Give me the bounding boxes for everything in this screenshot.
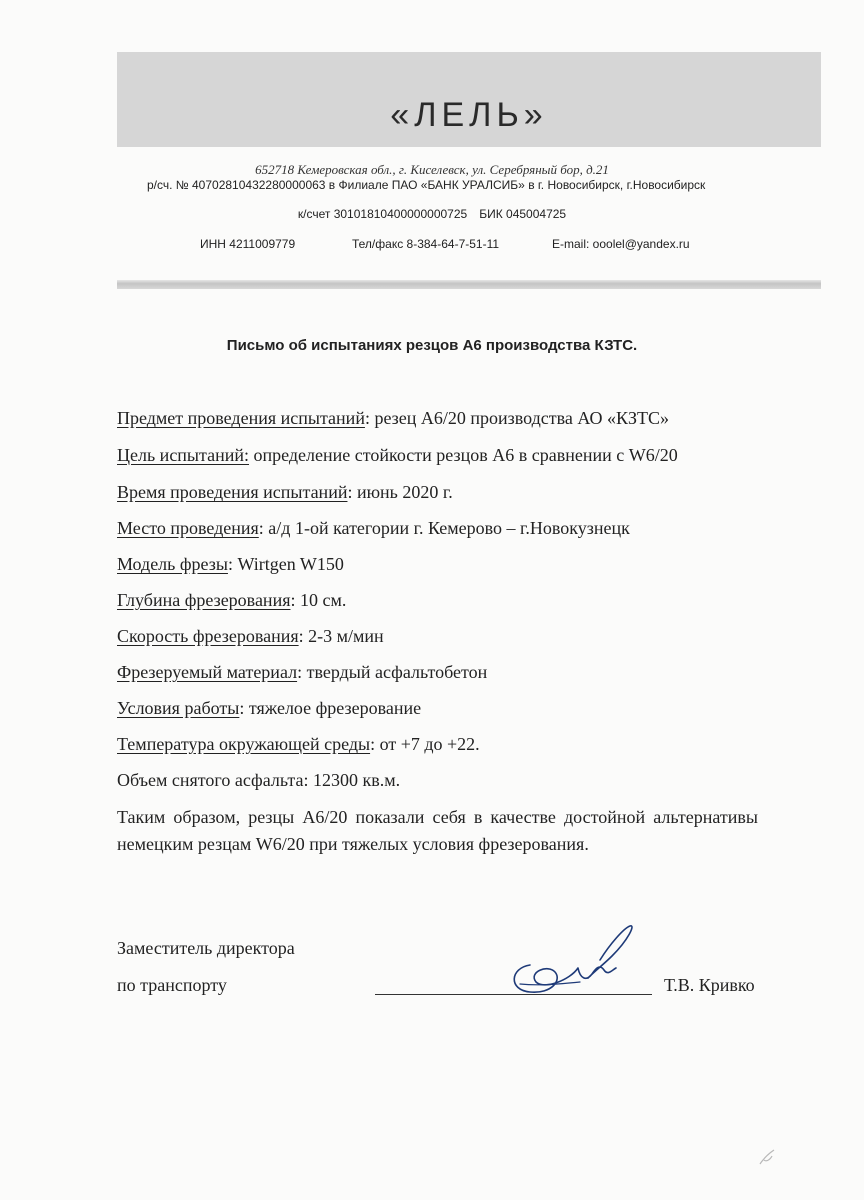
field-label: Температура окружающей среды — [117, 734, 371, 754]
corr-account: к/счет 30101810400000000725 — [297, 207, 468, 221]
field-milling-depth — [117, 590, 346, 611]
field-label: Скорость фрезерования — [117, 626, 299, 646]
header-divider — [117, 280, 821, 289]
field-value: : Wirtgen W150 — [227, 554, 344, 574]
field-value: определение стойкости резцов А6 в сравнении с W6/20 — [249, 445, 678, 465]
company-name: «ЛЕЛЬ» — [390, 96, 548, 134]
field-value: : от +7 до +22. — [370, 734, 480, 754]
field-test-time — [117, 482, 453, 503]
email: E-mail: ooolel@yandex.ru — [552, 237, 690, 251]
field-ambient-temperature — [117, 734, 480, 755]
field-test-subject — [117, 408, 669, 429]
field-label: Цель испытаний: — [117, 445, 250, 465]
field-label: Время проведения испытаний — [117, 482, 348, 502]
field-value: : 10 см. — [290, 590, 347, 610]
corr-account-line — [0, 207, 864, 221]
field-label: Модель фрезы — [117, 554, 228, 574]
field-value: : резец А6/20 производства АО «КЗТС» — [364, 408, 670, 428]
field-label: Место проведения — [117, 518, 259, 538]
letter-title: Письмо об испытаниях резцов А6 производства КЗТС. — [226, 337, 638, 354]
field-test-goal — [117, 445, 678, 466]
field-value: : твердый асфальтобетон — [297, 662, 488, 682]
inn: ИНН 4211009779 — [200, 237, 296, 251]
field-label: Предмет проведения испытаний — [117, 408, 365, 428]
phone-fax: Тел/факс 8-384-64-7-51-11 — [352, 237, 500, 251]
field-milling-speed — [117, 626, 384, 647]
field-work-conditions — [117, 698, 421, 719]
field-test-location — [117, 518, 630, 539]
signatory-name: Т.В. Кривко — [664, 975, 755, 995]
field-label: Глубина фрезерования — [117, 590, 291, 610]
paper-mark — [752, 1140, 782, 1170]
field-value: : тяжелое фрезерование — [239, 698, 422, 718]
field-label: Условия работы — [117, 698, 240, 718]
field-value: : 2-3 м/мин — [298, 626, 384, 646]
field-mill-model — [117, 554, 344, 575]
company-address: 652718 Кемеровская обл., г. Киселевск, ул. Серебряный бор, д.21 — [255, 162, 609, 177]
signatory-position-line2: по транспорту — [117, 975, 227, 995]
field-milled-material — [117, 662, 487, 683]
field-value: : а/д 1-ой категории г. Кемерово – г.Новокузнецк — [258, 518, 630, 538]
signatory-position-line1: Заместитель директора — [117, 938, 295, 958]
field-value: Объем снятого асфальта: 12300 кв.м. — [117, 770, 401, 790]
summary-paragraph: Таким образом, резцы А6/20 показали себя в качестве достойной альтернативы немецким резцам W6/20 при тяжелых условия фрезерования. — [117, 807, 758, 854]
field-label: Фрезеруемый материал — [117, 662, 298, 682]
field-value: : июнь 2020 г. — [347, 482, 453, 502]
field-asphalt-volume — [117, 770, 400, 791]
bank-account: р/сч. № 40702810432280000063 в Филиале ПАО «БАНК УРАЛСИБ» в г. Новосибирск, г.Новосибирск — [147, 178, 706, 192]
handwritten-signature — [500, 920, 640, 1000]
bik: БИК 045004725 — [479, 207, 567, 221]
